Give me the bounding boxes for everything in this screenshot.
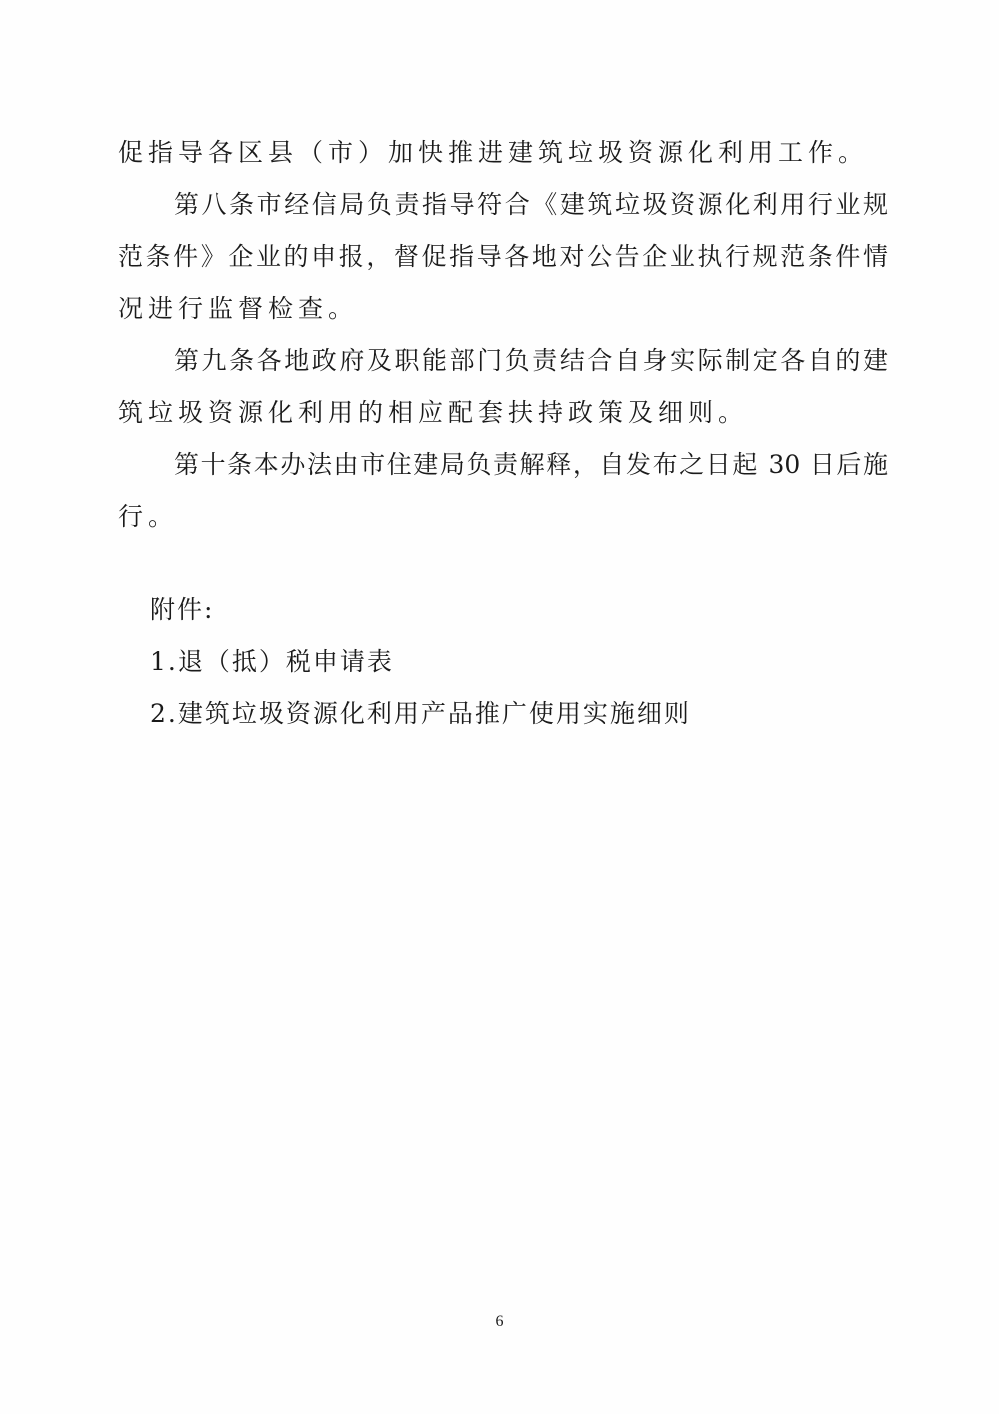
- article-9-line-1: 第九条各地政府及职能部门负责结合自身实际制定各自的建: [174, 346, 888, 375]
- attachment-item: 2.建筑垃圾资源化利用产品推广使用实施细则: [150, 699, 691, 728]
- attachments-heading: 附件:: [150, 595, 215, 624]
- paragraph-continuation-line: 促指导各区县（市）加快推进建筑垃圾资源化利用工作。: [118, 138, 869, 167]
- article-9-line-2: 筑垃圾资源化利用的相应配套扶持政策及细则。: [118, 398, 749, 427]
- page-number: 6: [495, 1313, 504, 1330]
- attachments-section: [150, 584, 850, 740]
- article-8-line-3: 况进行监督检查。: [118, 294, 359, 323]
- article-10-line-2: 行。: [118, 502, 179, 531]
- article-10-line-1: 第十条本办法由市住建局负责解释，自发布之日起 30 日后施: [174, 450, 888, 479]
- article-8-line-2: 范条件》企业的申报，督促指导各地对公告企业执行规范条件情: [118, 242, 888, 271]
- article-8-line-1: 第八条市经信局负责指导符合《建筑垃圾资源化利用行业规: [174, 190, 888, 219]
- document-body: [118, 127, 888, 543]
- attachment-item: 1.退（抵）税申请表: [150, 647, 394, 676]
